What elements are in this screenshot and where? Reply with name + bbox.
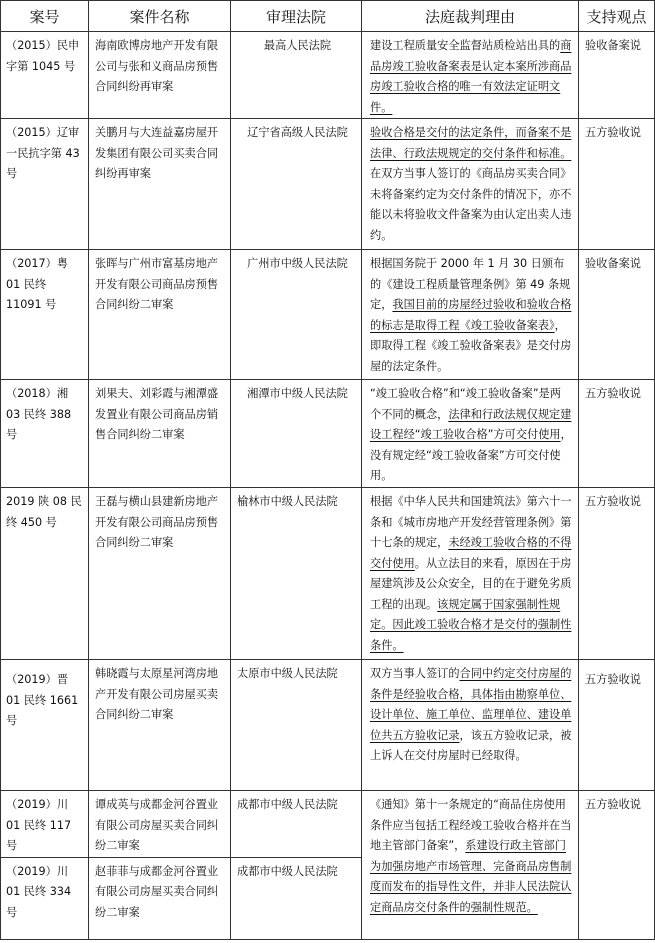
court-cell: 成都市中级人民法院 [231, 857, 362, 939]
header-case-no: 案号 [1, 1, 89, 32]
reason-cell: “竣工验收合格”和“竣工验收备案”是两个不同的概念，法律和行政法规仅规定建设工程经“竣工验收合格”方可交付使用，没有规定经“竣工验收备案”方可交付使用。 [362, 380, 579, 488]
case-name-cell: 海南欧博房地产开发有限公司与张和义商品房预售合同纠纷再审案 [89, 32, 231, 119]
reason-cell: 《通知》第十一条规定的“商品住房使用条件应当包括工程经竣工验收合格并在当地主管部门备案”，系建设行政主管部门为加强房地产市场管理、完备商品房售制度而发布的指导性文件，并非人民法院认定商品房交付条件的强制性规范。 [362, 791, 579, 940]
case-number-cell: 2019 陕 08 民终 450 号 [1, 488, 89, 660]
court-cell: 最高人民法院 [231, 32, 362, 119]
case-number-cell: （2019）川 01 民终 334 号 [1, 857, 89, 939]
case-number-cell: （2019）川 01 民终 117 号 [1, 791, 89, 858]
header-case-name: 案件名称 [89, 1, 231, 32]
reason-cell: 建设工程质量安全监督站质检站出具的商品房竣工验收备案表是认定本案所涉商品房竣工验收合格的唯一有效法定证明文件。 [362, 32, 579, 119]
court-cell: 辽宁省高级人民法院 [231, 119, 362, 250]
case-name-cell: 谭成英与成都金河谷置业有限公司房屋买卖合同纠纷二审案 [89, 791, 231, 858]
case-number-cell: （2018）湘 03 民终 388 号 [1, 380, 89, 488]
table-row [1, 32, 655, 119]
view-cell: 五方验收说 [579, 380, 655, 488]
case-number-cell: （2019）晋 01 民终 1661 号 [1, 660, 89, 791]
table-row [1, 250, 655, 380]
case-name-cell: 刘果夫、刘彩霞与湘潭盛发置业有限公司商品房销售合同纠纷二审案 [89, 380, 231, 488]
case-name-cell: 王磊与横山县建新房地产开发有限公司商品房预售合同纠纷二审案 [89, 488, 231, 660]
case-number-cell: （2015）民申字第 1045 号 [1, 32, 89, 119]
table-row [1, 791, 655, 858]
table-row [1, 380, 655, 488]
case-name-cell: 赵菲菲与成都金河谷置业有限公司房屋买卖合同纠纷二审案 [89, 857, 231, 939]
view-cell: 五方验收说 [579, 791, 655, 940]
case-name-cell: 关鹏月与大连益嘉房屋开发集团有限公司买卖合同纠纷再审案 [89, 119, 231, 250]
case-name-cell: 张晖与广州市富基房地产开发有限公司商品房预售合同纠纷二审案 [89, 250, 231, 380]
table-row [1, 488, 655, 660]
reason-cell: 验收合格是交付的法定条件，而备案不是法律、行政法规规定的交付条件和标准。在双方当事人签订的《商品房买卖合同》未将备案约定为交付条件的情况下，亦不能以未将验收文件备案为由认定出卖人违约。 [362, 119, 579, 250]
reason-cell: 根据国务院于 2000 年 1 月 30 日颁布的《建设工程质量管理条例》第 49 条规定，我国目前的房屋经过验收和验收合格的标志是取得工程《竣工验收备案表》，即取得工程《竣工验收备案表》是交付房屋的法定条件。 [362, 250, 579, 380]
header-view: 支持观点 [579, 1, 655, 32]
view-cell: 五方验收说 [579, 660, 655, 791]
header-court: 审理法院 [231, 1, 362, 32]
header-row [1, 1, 655, 32]
reason-cell: 双方当事人签订的合同中约定交付房屋的条件是经验收合格，具体指由勘察单位、设计单位、施工单位、监理单位、建设单位共五方验收记录，该五方验收记录，被上诉人在交付房屋时已经取得。 [362, 660, 579, 791]
table-row [1, 119, 655, 250]
court-cell: 太原市中级人民法院 [231, 660, 362, 791]
table-row [1, 660, 655, 791]
view-cell: 验收备案说 [579, 250, 655, 380]
reason-cell: 根据《中华人民共和国建筑法》第六十一条和《城市房地产开发经营管理条例》第十七条的规定，未经竣工验收合格的不得交付使用。从立法目的来看，原因在于房屋建筑涉及公众安全，目的在于避免劣质工程的出现。该规定属于国家强制性规定。因此竣工验收合格才是交付的强制性条件。 [362, 488, 579, 660]
court-cell: 广州市中级人民法院 [231, 250, 362, 380]
court-cell: 成都市中级人民法院 [231, 791, 362, 858]
court-cell: 湘潭市中级人民法院 [231, 380, 362, 488]
case-name-cell: 韩晓霞与太原星河湾房地产开发有限公司房屋买卖合同纠纷二审案 [89, 660, 231, 791]
case-number-cell: （2017）粤 01 民终 11091 号 [1, 250, 89, 380]
header-reason: 法庭裁判理由 [362, 1, 579, 32]
view-cell: 五方验收说 [579, 119, 655, 250]
view-cell: 验收备案说 [579, 32, 655, 119]
case-number-cell: （2015）辽审一民抗字第 43 号 [1, 119, 89, 250]
court-cell: 榆林市中级人民法院 [231, 488, 362, 660]
view-cell: 五方验收说 [579, 488, 655, 660]
